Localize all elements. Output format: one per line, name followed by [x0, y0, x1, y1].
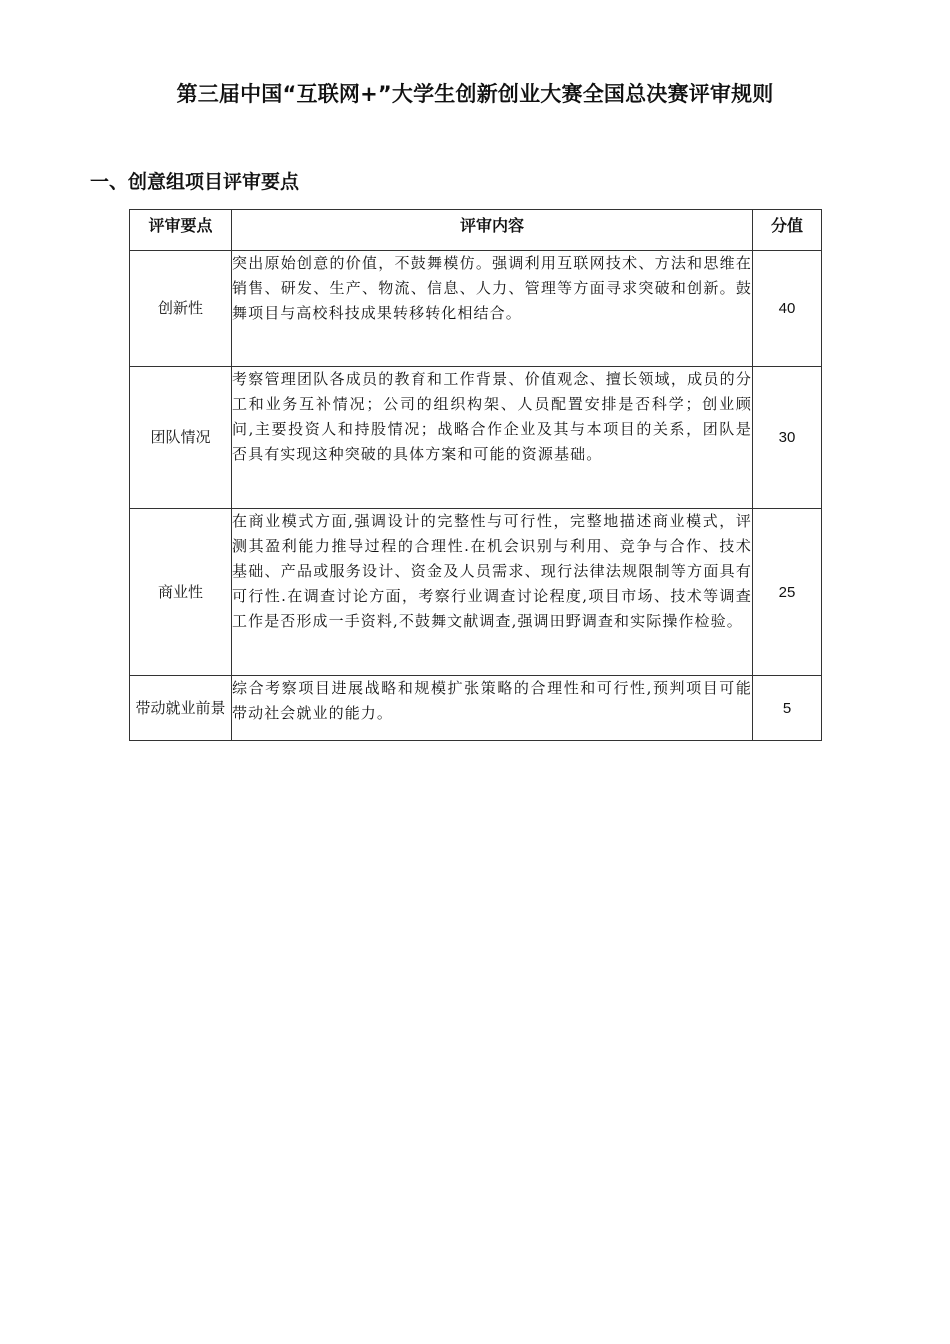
- header-score: 分值: [753, 210, 822, 251]
- evaluation-criteria-table: [129, 209, 822, 741]
- row-evaluation-content: 综合考察项目进展战略和规模扩张策略的合理性和可行性,预判项目可能带动社会就业的能力。: [232, 676, 753, 741]
- table-row: [130, 367, 822, 509]
- table-row: [130, 676, 822, 741]
- row-evaluation-point: 带动就业前景: [130, 676, 232, 741]
- table-row: [130, 509, 822, 676]
- header-evaluation-point: 评审要点: [130, 210, 232, 251]
- table-row: [130, 251, 822, 367]
- row-evaluation-content: 在商业模式方面,强调设计的完整性与可行性，完整地描述商业模式，评测其盈利能力推导过程的合理性.在机会识别与利用、竞争与合作、技术基础、产品或服务设计、资金及人员需求、现行法律法规限制等方面具有可行性.在调查讨论方面，考察行业调查讨论程度,项目市场、技术等调查工作是否形成一手资料,不鼓舞文献调查,强调田野调查和实际操作检验。: [232, 509, 753, 676]
- row-evaluation-point: 团队情况: [130, 367, 232, 509]
- document-title: 第三届中国“互联网+”大学生创新创业大赛全国总决赛评审规则: [176, 82, 774, 106]
- row-evaluation-point: 创新性: [130, 251, 232, 367]
- section-heading: 一、创意组项目评审要点: [90, 171, 300, 193]
- table-header-row: [130, 210, 822, 251]
- row-evaluation-content: 考察管理团队各成员的教育和工作背景、价值观念、擅长领域，成员的分工和业务互补情况；公司的组织构架、人员配置安排是否科学；创业顾问,主要投资人和持股情况；战略合作企业及其与本项目的关系，团队是否具有实现这种突破的具体方案和可能的资源基础。: [232, 367, 753, 509]
- row-score: 5: [753, 676, 822, 741]
- header-evaluation-content: 评审内容: [232, 210, 753, 251]
- row-score: 30: [753, 367, 822, 509]
- row-score: 25: [753, 509, 822, 676]
- row-score: 40: [753, 251, 822, 367]
- row-evaluation-point: 商业性: [130, 509, 232, 676]
- row-evaluation-content: 突出原始创意的价值，不鼓舞模仿。强调利用互联网技术、方法和思维在销售、研发、生产、物流、信息、人力、管理等方面寻求突破和创新。鼓舞项目与高校科技成果转移转化相结合。: [232, 251, 753, 367]
